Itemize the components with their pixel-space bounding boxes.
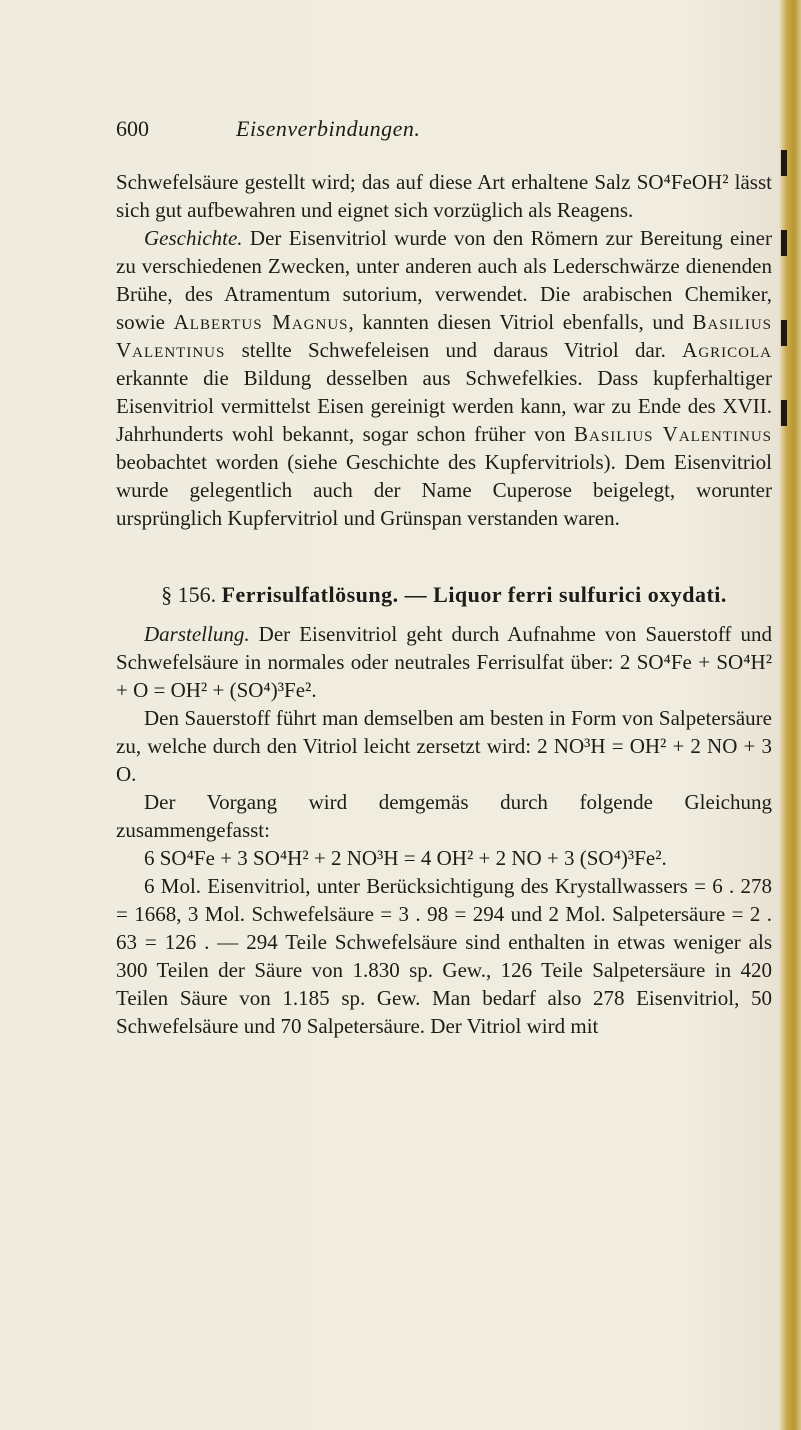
- edge-mark: [781, 230, 787, 256]
- geschichte-label: Geschichte.: [144, 226, 243, 250]
- page-number: 600: [116, 116, 149, 141]
- paragraph-calculation: 6 Mol. Eisenvitriol, unter Berücksichtigung des Krystallwassers = 6 . 278 = 1668, 3 Mol. Schwefelsäure = 3 . 98 = 294 und 2 Mol. Salpetersäure = 2 . 63 = 126 . — 294 Teile Schwefelsäure sind enthalten in etwas weniger als 300 Teilen der Säure von 1.830 sp. Gew., 126 Teile Salpetersäure in 420 Teilen Säure von 1.185 sp. Gew. Man bedarf also 278 Eisenvitriol, 50 Schwefelsäure und 70 Salpetersäure. Der Vitriol wird mit: [116, 874, 772, 1038]
- darstellung-label: Darstellung.: [144, 622, 250, 646]
- person-name: Agricola: [682, 338, 772, 362]
- geschichte-text: , kannten diesen Vitriol ebenfalls, und: [348, 310, 693, 334]
- geschichte-text: Der Eisenvitriol wurde von den Römern zur Bereitung einer zu verschiedenen Zwecken, unter anderen auch als Lederschwärze dienenden Brühe, des Atramentum sutorium, verwendet. Die arabischen Chemiker, sowie: [116, 226, 772, 334]
- edge-mark: [781, 400, 787, 426]
- person-name: Basilius Valentinus: [574, 422, 772, 446]
- geschichte-text: erkannte die Bildung desselben aus Schwefelkies. Dass kupferhaltiger Eisenvitriol vermittelst Eisen gereinigt werden kann, war zu Ende des XVII. Jahrhunderts wohl bekannt, sogar schon früher von: [116, 366, 772, 446]
- edge-mark: [781, 320, 787, 346]
- edge-mark: [781, 150, 787, 176]
- page-header: [116, 116, 776, 150]
- geschichte-text: beobachtet worden (siehe Geschichte des Kupfervitriols). Dem Eisenvitriol wurde gelegentlich auch der Name Cuperose beigelegt, worunter ursprünglich Kupfervitriol und Grünspan verstanden waren.: [116, 450, 772, 530]
- geschichte-text: stellte Schwefeleisen und daraus Vitriol dar.: [225, 338, 683, 362]
- paragraph-oxygen: Den Sauerstoff führt man demselben am besten in Form von Salpetersäure zu, welche durch den Vitriol leicht zersetzt wird: 2 NO³H = OH² + 2 NO + 3 O.: [116, 706, 772, 786]
- equation: 6 SO⁴Fe + 3 SO⁴H² + 2 NO³H = 4 OH² + 2 NO + 3 (SO⁴)³Fe².: [144, 846, 667, 870]
- page-edge: [779, 0, 801, 1430]
- person-name: Albertus Magnus: [173, 310, 349, 334]
- paragraph-process: Der Vorgang wird demgemäs durch folgende Gleichung zusammengefasst:: [116, 790, 772, 842]
- body-text: [116, 168, 772, 1040]
- running-title: Eisenverbindungen.: [236, 116, 421, 141]
- person-name: Basilius Valentinus: [116, 310, 772, 362]
- darstellung-text: Der Eisenvitriol geht durch Aufnahme von Sauerstoff und Schwefelsäure in normales oder neutrales Ferrisulfat über: 2 SO⁴Fe + SO⁴H² + O = OH² + (SO⁴)³Fe².: [116, 622, 772, 702]
- section-number: § 156.: [161, 582, 217, 607]
- paragraph-geschichte: [116, 224, 772, 532]
- paragraph-salt: Schwefelsäure gestellt wird; das auf diese Art erhaltene Salz SO⁴FeOH² lässt sich gut aufbewahren und eignet sich vorzüglich als Reagens.: [116, 170, 772, 222]
- section-title: Ferrisulfatlösung. — Liquor ferri sulfurici oxydati.: [221, 582, 727, 607]
- section-heading: [116, 580, 772, 610]
- paragraph-darstellung: [116, 620, 772, 704]
